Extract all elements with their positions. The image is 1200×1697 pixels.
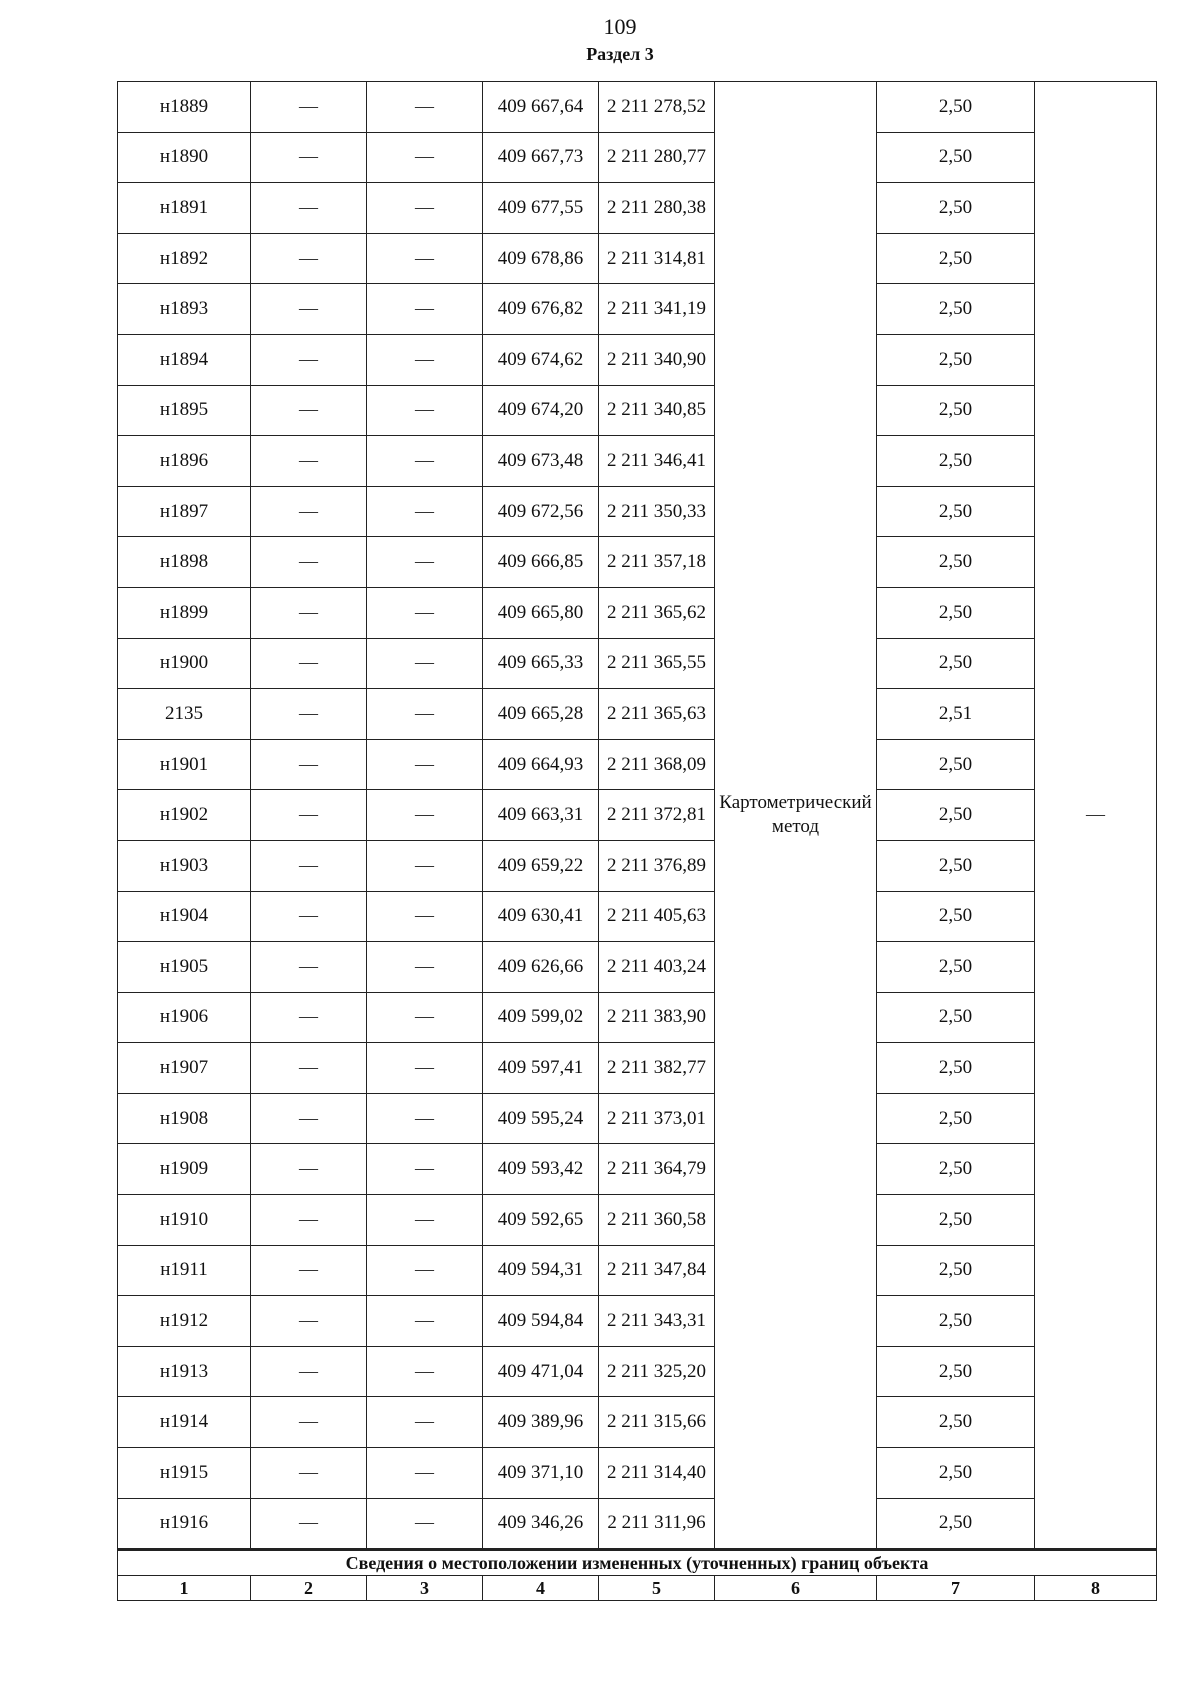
table-row (118, 840, 1157, 891)
dash-cell: — (367, 183, 483, 234)
accuracy-cell: 2,50 (877, 1043, 1035, 1094)
y-coordinate-cell: 2 211 280,77 (599, 132, 715, 183)
y-coordinate-cell: 2 211 383,90 (599, 992, 715, 1043)
x-coordinate-cell: 409 659,22 (483, 840, 599, 891)
x-coordinate-cell: 409 663,31 (483, 790, 599, 841)
point-cell: н1899 (118, 587, 251, 638)
x-coordinate-cell: 409 677,55 (483, 183, 599, 234)
x-coordinate-cell: 409 593,42 (483, 1144, 599, 1195)
accuracy-cell: 2,50 (877, 1245, 1035, 1296)
y-coordinate-cell: 2 211 340,85 (599, 385, 715, 436)
y-coordinate-cell: 2 211 360,58 (599, 1195, 715, 1246)
dash-cell: — (367, 992, 483, 1043)
y-coordinate-cell: 2 211 365,55 (599, 638, 715, 689)
dash-cell: — (251, 891, 367, 942)
column-number-cell: 8 (1035, 1576, 1157, 1601)
accuracy-cell: 2,50 (877, 840, 1035, 891)
dash-cell: — (251, 233, 367, 284)
point-cell: н1905 (118, 942, 251, 993)
accuracy-cell: 2,50 (877, 992, 1035, 1043)
dash-cell: — (367, 385, 483, 436)
x-coordinate-cell: 409 665,28 (483, 689, 599, 740)
dash-cell: — (251, 689, 367, 740)
point-cell: н1893 (118, 284, 251, 335)
point-cell: н1900 (118, 638, 251, 689)
point-cell: н1916 (118, 1498, 251, 1550)
table-row (118, 436, 1157, 487)
dash-cell: — (251, 1093, 367, 1144)
section-title: Раздел 3 (586, 44, 654, 64)
dash-cell: — (251, 638, 367, 689)
description-cell: — (1035, 82, 1157, 1550)
dash-cell: — (367, 1144, 483, 1195)
x-coordinate-cell: 409 673,48 (483, 436, 599, 487)
accuracy-cell: 2,50 (877, 284, 1035, 335)
coordinates-table (117, 81, 1157, 1601)
point-cell: н1911 (118, 1245, 251, 1296)
point-cell: н1908 (118, 1093, 251, 1144)
column-number-cell: 7 (877, 1576, 1035, 1601)
dash-cell: — (251, 739, 367, 790)
dash-cell: — (367, 1346, 483, 1397)
column-number-cell: 5 (599, 1576, 715, 1601)
x-coordinate-cell: 409 665,80 (483, 587, 599, 638)
dash-cell: — (367, 284, 483, 335)
dash-cell: — (367, 638, 483, 689)
dash-cell: — (251, 486, 367, 537)
point-cell: н1915 (118, 1448, 251, 1499)
accuracy-cell: 2,50 (877, 436, 1035, 487)
dash-cell: — (367, 486, 483, 537)
table-row (118, 1296, 1157, 1347)
x-coordinate-cell: 409 594,84 (483, 1296, 599, 1347)
x-coordinate-cell: 409 630,41 (483, 891, 599, 942)
y-coordinate-cell: 2 211 278,52 (599, 82, 715, 133)
y-coordinate-cell: 2 211 357,18 (599, 537, 715, 588)
point-cell: н1891 (118, 183, 251, 234)
dash-cell: — (367, 1498, 483, 1550)
dash-cell: — (251, 1245, 367, 1296)
table-row (118, 1144, 1157, 1195)
column-number-cell: 6 (715, 1576, 877, 1601)
y-coordinate-cell: 2 211 346,41 (599, 436, 715, 487)
x-coordinate-cell: 409 389,96 (483, 1397, 599, 1448)
accuracy-cell: 2,50 (877, 132, 1035, 183)
dash-cell: — (251, 1346, 367, 1397)
accuracy-cell: 2,50 (877, 790, 1035, 841)
dash-cell: — (367, 891, 483, 942)
accuracy-cell: 2,51 (877, 689, 1035, 740)
table-row (118, 1397, 1157, 1448)
dash-cell: — (251, 284, 367, 335)
x-coordinate-cell: 409 666,85 (483, 537, 599, 588)
dash-cell: — (251, 537, 367, 588)
y-coordinate-cell: 2 211 347,84 (599, 1245, 715, 1296)
table-row (118, 284, 1157, 335)
table-body (118, 82, 1157, 1601)
accuracy-cell: 2,50 (877, 739, 1035, 790)
point-cell: н1901 (118, 739, 251, 790)
accuracy-cell: 2,50 (877, 1346, 1035, 1397)
table-row (118, 992, 1157, 1043)
table-row (118, 1093, 1157, 1144)
accuracy-cell: 2,50 (877, 942, 1035, 993)
table-row (118, 132, 1157, 183)
point-cell: н1894 (118, 334, 251, 385)
x-coordinate-cell: 409 599,02 (483, 992, 599, 1043)
dash-cell: — (367, 587, 483, 638)
accuracy-cell: 2,50 (877, 1498, 1035, 1550)
dash-cell: — (251, 942, 367, 993)
dash-cell: — (367, 537, 483, 588)
point-cell: н1913 (118, 1346, 251, 1397)
y-coordinate-cell: 2 211 372,81 (599, 790, 715, 841)
accuracy-cell: 2,50 (877, 537, 1035, 588)
dash-cell: — (367, 82, 483, 133)
table-row (118, 1498, 1157, 1550)
y-coordinate-cell: 2 211 365,63 (599, 689, 715, 740)
table-row (118, 334, 1157, 385)
x-coordinate-cell: 409 672,56 (483, 486, 599, 537)
accuracy-cell: 2,50 (877, 1195, 1035, 1246)
x-coordinate-cell: 409 346,26 (483, 1498, 599, 1550)
y-coordinate-cell: 2 211 341,19 (599, 284, 715, 335)
point-cell: н1914 (118, 1397, 251, 1448)
dash-cell: — (367, 233, 483, 284)
accuracy-cell: 2,50 (877, 233, 1035, 284)
x-coordinate-cell: 409 664,93 (483, 739, 599, 790)
accuracy-cell: 2,50 (877, 638, 1035, 689)
dash-cell: — (367, 1043, 483, 1094)
point-cell: н1909 (118, 1144, 251, 1195)
y-coordinate-cell: 2 211 405,63 (599, 891, 715, 942)
point-cell: н1906 (118, 992, 251, 1043)
y-coordinate-cell: 2 211 373,01 (599, 1093, 715, 1144)
table-row (118, 1346, 1157, 1397)
y-coordinate-cell: 2 211 325,20 (599, 1346, 715, 1397)
dash-cell: — (251, 334, 367, 385)
table-row (118, 1448, 1157, 1499)
x-coordinate-cell: 409 665,33 (483, 638, 599, 689)
x-coordinate-cell: 409 678,86 (483, 233, 599, 284)
accuracy-cell: 2,50 (877, 334, 1035, 385)
dash-cell: — (251, 436, 367, 487)
dash-cell: — (251, 385, 367, 436)
accuracy-cell: 2,50 (877, 1296, 1035, 1347)
x-coordinate-cell: 409 676,82 (483, 284, 599, 335)
accuracy-cell: 2,50 (877, 1397, 1035, 1448)
dash-cell: — (251, 840, 367, 891)
y-coordinate-cell: 2 211 314,40 (599, 1448, 715, 1499)
x-coordinate-cell: 409 594,31 (483, 1245, 599, 1296)
point-cell: н1896 (118, 436, 251, 487)
y-coordinate-cell: 2 211 365,62 (599, 587, 715, 638)
accuracy-cell: 2,50 (877, 82, 1035, 133)
dash-cell: — (367, 1448, 483, 1499)
dash-cell: — (367, 1397, 483, 1448)
x-coordinate-cell: 409 667,73 (483, 132, 599, 183)
x-coordinate-cell: 409 667,64 (483, 82, 599, 133)
table-row (118, 790, 1157, 841)
y-coordinate-cell: 2 211 314,81 (599, 233, 715, 284)
dash-cell: — (251, 1498, 367, 1550)
table-row (118, 942, 1157, 993)
table-row (118, 233, 1157, 284)
x-coordinate-cell: 409 471,04 (483, 1346, 599, 1397)
dash-cell: — (367, 689, 483, 740)
column-numbers-row (118, 1576, 1157, 1601)
point-cell: н1902 (118, 790, 251, 841)
y-coordinate-cell: 2 211 382,77 (599, 1043, 715, 1094)
dash-cell: — (251, 183, 367, 234)
y-coordinate-cell: 2 211 280,38 (599, 183, 715, 234)
dash-cell: — (367, 132, 483, 183)
info-row (118, 1550, 1157, 1576)
y-coordinate-cell: 2 211 311,96 (599, 1498, 715, 1550)
dash-cell: — (251, 1397, 367, 1448)
accuracy-cell: 2,50 (877, 587, 1035, 638)
table-row (118, 1043, 1157, 1094)
point-cell: н1904 (118, 891, 251, 942)
point-cell: н1898 (118, 537, 251, 588)
dash-cell: — (251, 1195, 367, 1246)
dash-cell: — (251, 1043, 367, 1094)
dash-cell: — (367, 840, 483, 891)
column-number-cell: 2 (251, 1576, 367, 1601)
x-coordinate-cell: 409 592,65 (483, 1195, 599, 1246)
method-cell: Картометрический метод (715, 82, 877, 1550)
y-coordinate-cell: 2 211 340,90 (599, 334, 715, 385)
accuracy-cell: 2,50 (877, 891, 1035, 942)
point-cell: н1912 (118, 1296, 251, 1347)
y-coordinate-cell: 2 211 315,66 (599, 1397, 715, 1448)
point-cell: н1895 (118, 385, 251, 436)
point-cell: н1890 (118, 132, 251, 183)
dash-cell: — (251, 1144, 367, 1195)
dash-cell: — (367, 1245, 483, 1296)
y-coordinate-cell: 2 211 403,24 (599, 942, 715, 993)
dash-cell: — (367, 1296, 483, 1347)
dash-cell: — (367, 790, 483, 841)
y-coordinate-cell: 2 211 364,79 (599, 1144, 715, 1195)
y-coordinate-cell: 2 211 368,09 (599, 739, 715, 790)
point-cell: н1903 (118, 840, 251, 891)
table-row (118, 82, 1157, 133)
dash-cell: — (367, 1093, 483, 1144)
table-row (118, 587, 1157, 638)
table-row (118, 1195, 1157, 1246)
point-cell: 2135 (118, 689, 251, 740)
table-row (118, 537, 1157, 588)
page-number: 109 (603, 14, 637, 39)
table-row (118, 183, 1157, 234)
dash-cell: — (367, 1195, 483, 1246)
dash-cell: — (251, 82, 367, 133)
accuracy-cell: 2,50 (877, 183, 1035, 234)
x-coordinate-cell: 409 597,41 (483, 1043, 599, 1094)
x-coordinate-cell: 409 626,66 (483, 942, 599, 993)
dash-cell: — (251, 587, 367, 638)
point-cell: н1910 (118, 1195, 251, 1246)
x-coordinate-cell: 409 371,10 (483, 1448, 599, 1499)
y-coordinate-cell: 2 211 350,33 (599, 486, 715, 537)
column-number-cell: 4 (483, 1576, 599, 1601)
y-coordinate-cell: 2 211 343,31 (599, 1296, 715, 1347)
table-row (118, 385, 1157, 436)
dash-cell: — (251, 132, 367, 183)
accuracy-cell: 2,50 (877, 1093, 1035, 1144)
point-cell: н1907 (118, 1043, 251, 1094)
point-cell: н1892 (118, 233, 251, 284)
x-coordinate-cell: 409 595,24 (483, 1093, 599, 1144)
point-cell: н1897 (118, 486, 251, 537)
table-row (118, 486, 1157, 537)
column-number-cell: 3 (367, 1576, 483, 1601)
table-row (118, 891, 1157, 942)
dash-cell: — (367, 334, 483, 385)
dash-cell: — (251, 790, 367, 841)
dash-cell: — (367, 942, 483, 993)
y-coordinate-cell: 2 211 376,89 (599, 840, 715, 891)
dash-cell: — (367, 739, 483, 790)
point-cell: н1889 (118, 82, 251, 133)
accuracy-cell: 2,50 (877, 1144, 1035, 1195)
accuracy-cell: 2,50 (877, 486, 1035, 537)
table-row (118, 1245, 1157, 1296)
table-row (118, 638, 1157, 689)
dash-cell: — (251, 992, 367, 1043)
table-row (118, 689, 1157, 740)
accuracy-cell: 2,50 (877, 385, 1035, 436)
dash-cell: — (251, 1448, 367, 1499)
dash-cell: — (367, 436, 483, 487)
dash-cell: — (251, 1296, 367, 1347)
column-number-cell: 1 (118, 1576, 251, 1601)
accuracy-cell: 2,50 (877, 1448, 1035, 1499)
x-coordinate-cell: 409 674,20 (483, 385, 599, 436)
x-coordinate-cell: 409 674,62 (483, 334, 599, 385)
table-row (118, 739, 1157, 790)
info-row-text: Сведения о местоположении измененных (уточненных) границ объекта (118, 1550, 1157, 1576)
